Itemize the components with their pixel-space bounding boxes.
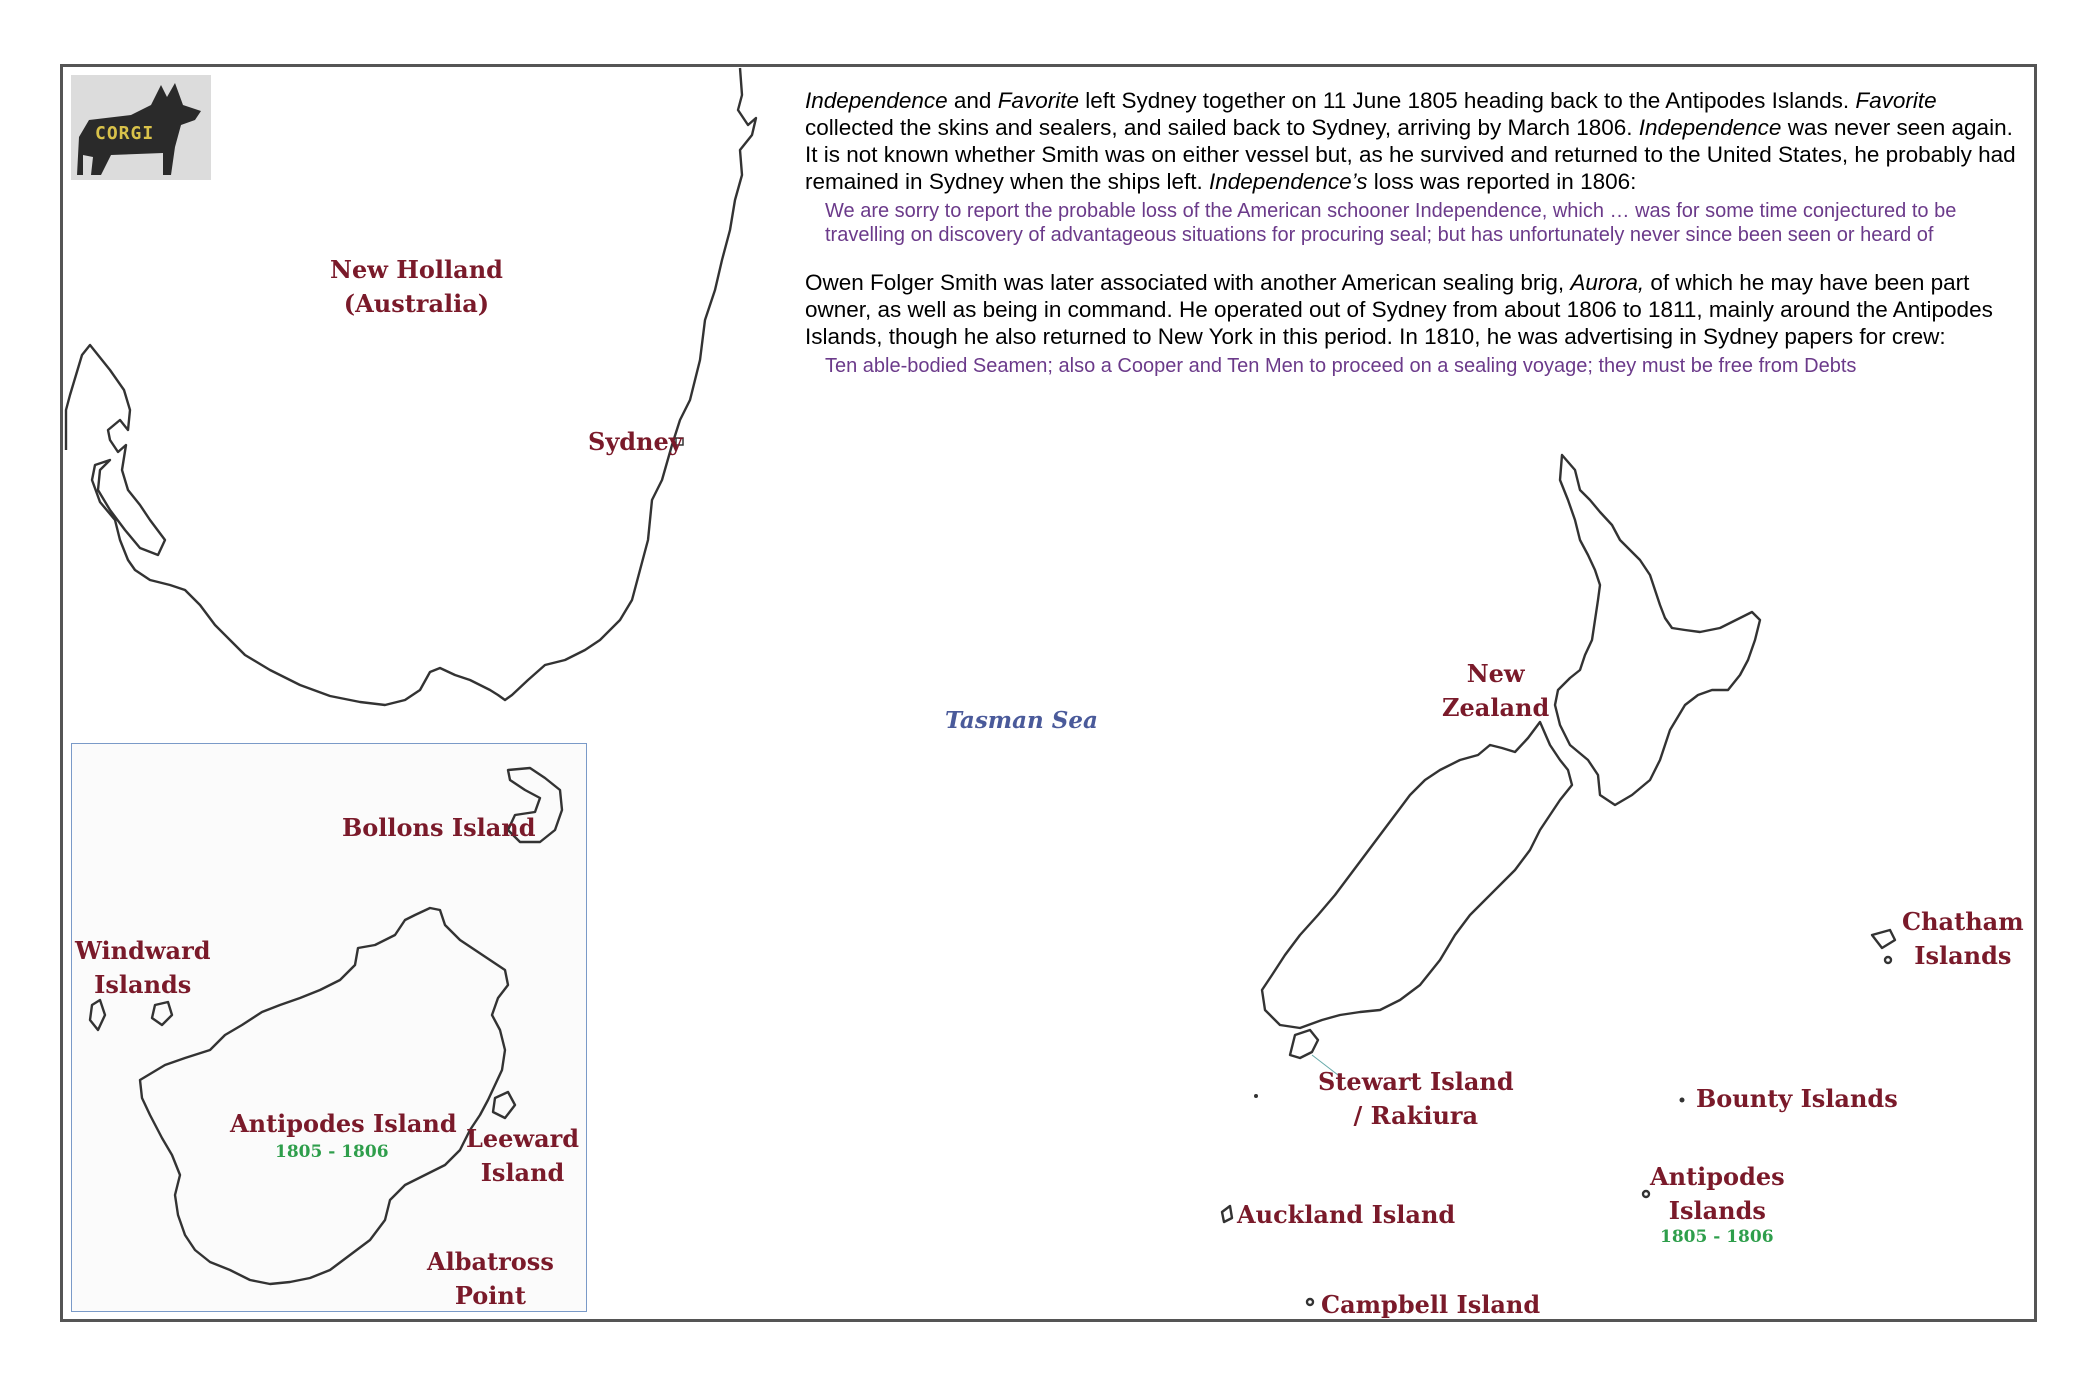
label-stewart-island: Stewart Island / Rakiura [1318, 1067, 1514, 1130]
label-bollons-island: Bollons Island [342, 813, 536, 842]
label-leeward-island: Leeward Island [466, 1124, 580, 1187]
label-antipodes-years: 1805 - 1806 [1660, 1227, 1774, 1247]
label-tasman-sea: Tasman Sea [945, 707, 1098, 734]
label-new-holland: New Holland (Australia) [330, 255, 503, 318]
corgi-logo [71, 75, 211, 180]
label-campbell-island: Campbell Island [1321, 1290, 1541, 1319]
south-island-coastline [1262, 722, 1572, 1028]
quote-advertisement: Ten able-bodied Seamen; also a Cooper and Ten Men to proceed on a sealing voyage; they must be free from Debts [825, 355, 1857, 377]
label-new-zealand: New Zealand [1442, 659, 1550, 722]
north-island-coastline [1555, 455, 1760, 805]
leeward-island-coastline [493, 1092, 515, 1118]
stewart-island-coastline [1290, 1030, 1318, 1058]
paragraph-1: Independence and Favorite left Sydney together on 11 June 1805 heading back to the Antipodes Islands. Favorite collected the skins and sealers, and sailed back to Sydney, arriving by March 1806. Independence was never seen again. It is not known whether Smith was on either vessel but, as he survived and returned to the United States, he probably had remained in Sydney when the ships left. Independence’s loss was reported in 1806: [805, 88, 2016, 194]
label-albatross-point: Albatross Point [427, 1247, 554, 1310]
label-auckland-island: Auckland Island [1237, 1200, 1456, 1229]
label-antipodes-island-years: 1805 - 1806 [275, 1142, 389, 1162]
label-antipodes-island-inset: Antipodes Island [230, 1109, 457, 1138]
label-windward-islands: Windward Islands [75, 936, 211, 999]
label-bounty-islands: Bounty Islands [1696, 1084, 1898, 1113]
windward-islands-coastline [90, 1000, 172, 1030]
label-sydney: Sydney [588, 427, 683, 456]
label-antipodes-islands: Antipodes Islands [1650, 1162, 1785, 1225]
corgi-logo-text: CORGI [95, 123, 155, 144]
narrative-text [805, 87, 2020, 378]
paragraph-2: Owen Folger Smith was later associated with another American sealing brig, Aurora, of which he may have been part owner, as well as being in command. He operated out of Sydney from about 1806 to 1811, mainly around the Antipodes Islands, though he also returned to New York in this period. In 1810, he was advertising in Sydney papers for crew: [805, 270, 1993, 349]
chatham-island-coastline [1872, 930, 1895, 948]
quote-loss-report: We are sorry to report the probable loss of the American schooner Independence, which … was for some time conjectured to be travelling on discovery of advantageous situations for procuring seal; but has unfortunately never since been seen or heard of [825, 200, 1957, 246]
label-chatham-islands: Chatham Islands [1902, 907, 2024, 970]
